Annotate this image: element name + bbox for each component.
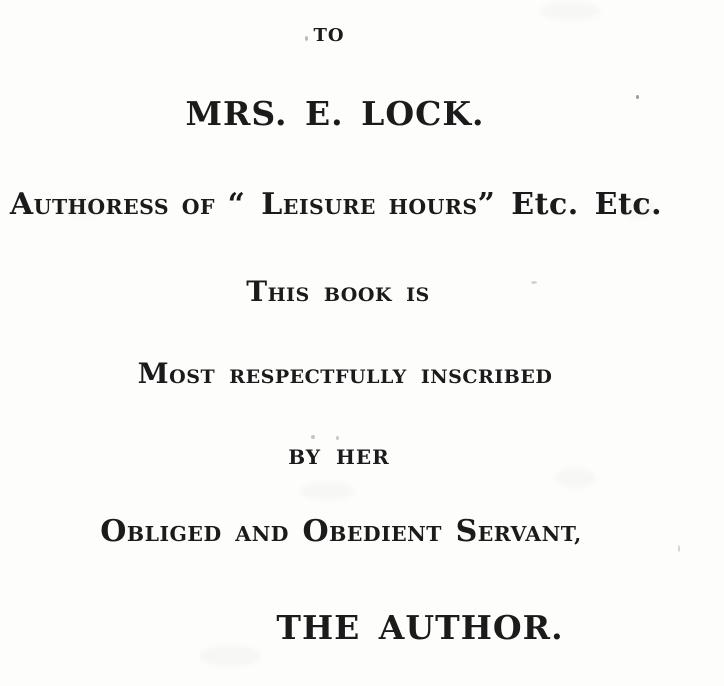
text-segment: ERVANT, xyxy=(477,522,582,546)
scan-blotch xyxy=(555,468,595,488)
text-segment: BEDIENT xyxy=(329,522,456,546)
text-segment: “ xyxy=(227,187,262,222)
scan-blotch xyxy=(200,645,260,667)
text-segment: OF xyxy=(181,195,228,219)
text-segment: A xyxy=(9,187,34,222)
text-segment: OST xyxy=(169,366,230,388)
text-segment: T xyxy=(246,275,268,308)
by-her-line xyxy=(288,447,390,467)
inscribed-line xyxy=(137,357,553,390)
text-segment: TO xyxy=(313,25,345,46)
dedicatee-name xyxy=(185,94,485,133)
scan-speck xyxy=(678,545,680,552)
scan-blotch xyxy=(60,195,105,217)
text-segment: IS xyxy=(406,284,430,306)
dedication-to-line xyxy=(313,27,344,45)
scan-blotch xyxy=(300,482,355,500)
text-segment: Etc. Etc. xyxy=(511,187,663,222)
text-segment: RESPECTFULLY xyxy=(229,366,421,388)
text-segment: EISURE xyxy=(282,195,389,219)
text-segment: L xyxy=(261,187,283,222)
text-segment: AND xyxy=(235,522,303,546)
scan-speck xyxy=(336,436,339,440)
text-segment: M xyxy=(137,357,170,390)
this-book-is-line xyxy=(246,275,430,308)
text-segment: BY HER xyxy=(288,445,390,469)
text-segment: S xyxy=(455,514,478,549)
text-segment: O xyxy=(302,514,330,549)
scan-blotch xyxy=(540,2,600,20)
text-segment: THE AUTHOR. xyxy=(276,608,564,647)
text-segment: O xyxy=(100,514,127,549)
obedient-servant-line xyxy=(100,514,582,549)
text-segment: BOOK xyxy=(323,284,407,306)
scan-speck xyxy=(305,36,308,41)
text-segment: HIS xyxy=(267,284,324,306)
scan-speck xyxy=(311,435,315,439)
text-segment: MRS. E. LOCK. xyxy=(185,94,485,133)
text-segment: BLIGED xyxy=(126,522,236,546)
text-segment: INSCRIBED xyxy=(420,366,553,388)
scan-speck xyxy=(531,281,537,284)
scan-blotch xyxy=(620,200,655,218)
scan-speck xyxy=(636,95,639,99)
text-segment: HOURS xyxy=(388,195,478,219)
authoress-credit-line xyxy=(9,187,663,222)
text-segment: UTHORESS xyxy=(33,195,182,219)
the-author-signature xyxy=(276,608,564,647)
text-segment: ” xyxy=(477,187,512,222)
